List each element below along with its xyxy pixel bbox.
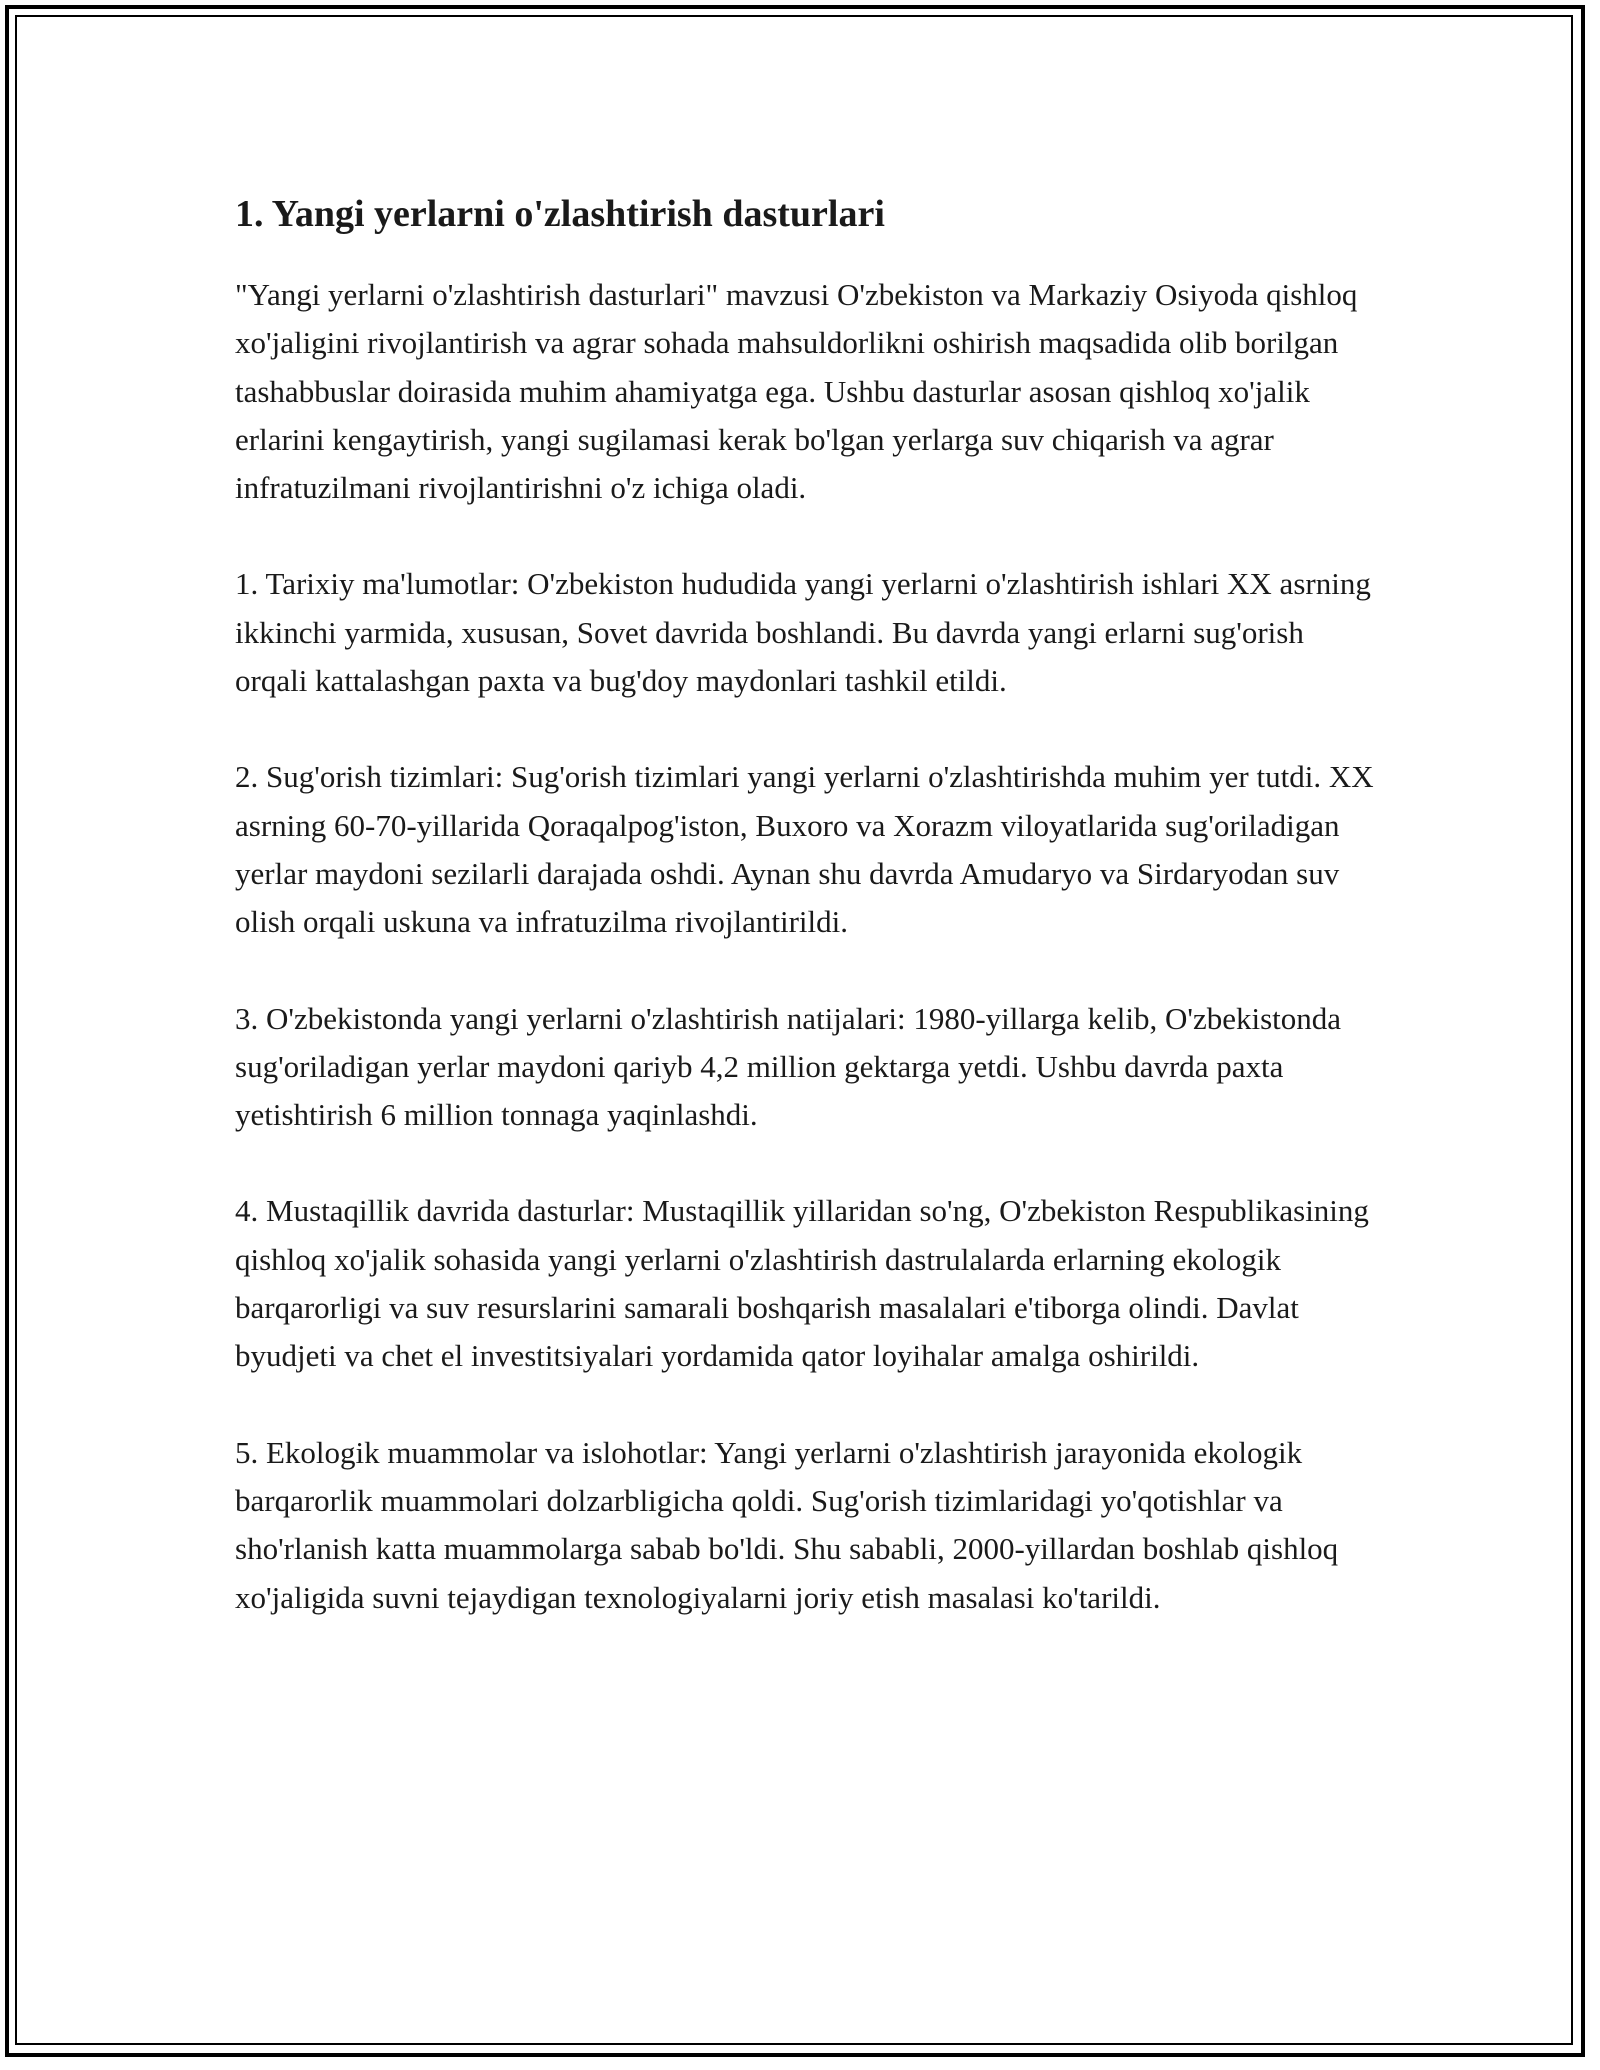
section-4-paragraph: 4. Mustaqillik davrida dasturlar: Mustaqillik yillaridan so'ng, O'zbekiston Respublikasining qishloq xo'jalik sohasida yangi yerlarni o'zlashtirish dastrulalarda erlarning ekologik barqarorligi va suv resurslarini samarali boshqarish masalalari e'tiborga olindi. Davlat byudjeti va chet el investitsiyalari yordamida qator loyihalar amalga oshirildi. (235, 1193, 1369, 1374)
section-1-paragraph: 1. Tarixiy ma'lumotlar: O'zbekiston hududida yangi yerlarni o'zlashtirish ishlari XX asrning ikkinchi yarmida, xususan, Sovet davrida boshlandi. Bu davrda yangi erlarni sug'orish orqali kattalashgan paxta va bug'doy maydonlari tashkil etildi. (235, 566, 1371, 699)
document-page (235, 183, 1375, 1670)
document-title: 1. Yangi yerlarni o'zlashtirish dasturlari (235, 193, 885, 235)
section-3-paragraph: 3. O'zbekistonda yangi yerlarni o'zlashtirish natijalari: 1980-yillarga kelib, O'zbekistonda sug'oriladigan yerlar maydoni qariyb 4,2 million gektarga yetdi. Ushbu davrda paxta yetishtirish 6 million tonnaga yaqinlashdi. (235, 1000, 1342, 1133)
section-2-paragraph: 2. Sug'orish tizimlari: Sug'orish tizimlari yangi yerlarni o'zlashtirishda muhim yer tutdi. XX asrning 60-70-yillarida Qoraqalpog'iston, Buxoro va Xorazm viloyatlarida sug'oriladigan yerlar maydoni sezilarli darajada oshdi. Aynan shu davrda Amudaryo va Sirdaryodan suv olish orqali uskuna va infratuzilma rivojlantirildi. (235, 759, 1374, 940)
section-5-paragraph: 5. Ekologik muammolar va islohotlar: Yangi yerlarni o'zlashtirish jarayonida ekologik barqarorlik muammolari dolzarbligicha qoldi. Sug'orish tizimlaridagi yo'qotishlar va sho'rlanish katta muammolarga sabab bo'ldi. Shu sababli, 2000-yillardan boshlab qishloq xo'jaligida suvni tejaydigan texnologiyalarni joriy etish masalasi ko'tarildi. (235, 1434, 1339, 1615)
intro-paragraph: "Yangi yerlarni o'zlashtirish dasturlari" mavzusi O'zbekiston va Markaziy Osiyoda qishloq xo'jaligini rivojlantirish va agrar sohada mahsuldorlikni oshirish maqsadida olib borilgan tashabbuslar doirasida muhim ahamiyatga ega. Ushbu dasturlar asosan qishloq xo'jalik erlarini kengaytirish, yangi sugilamasi kerak bo'lgan yerlarga suv chiqarish va agrar infratuzilmani rivojlantirishni o'z ichiga oladi. (235, 277, 1358, 506)
